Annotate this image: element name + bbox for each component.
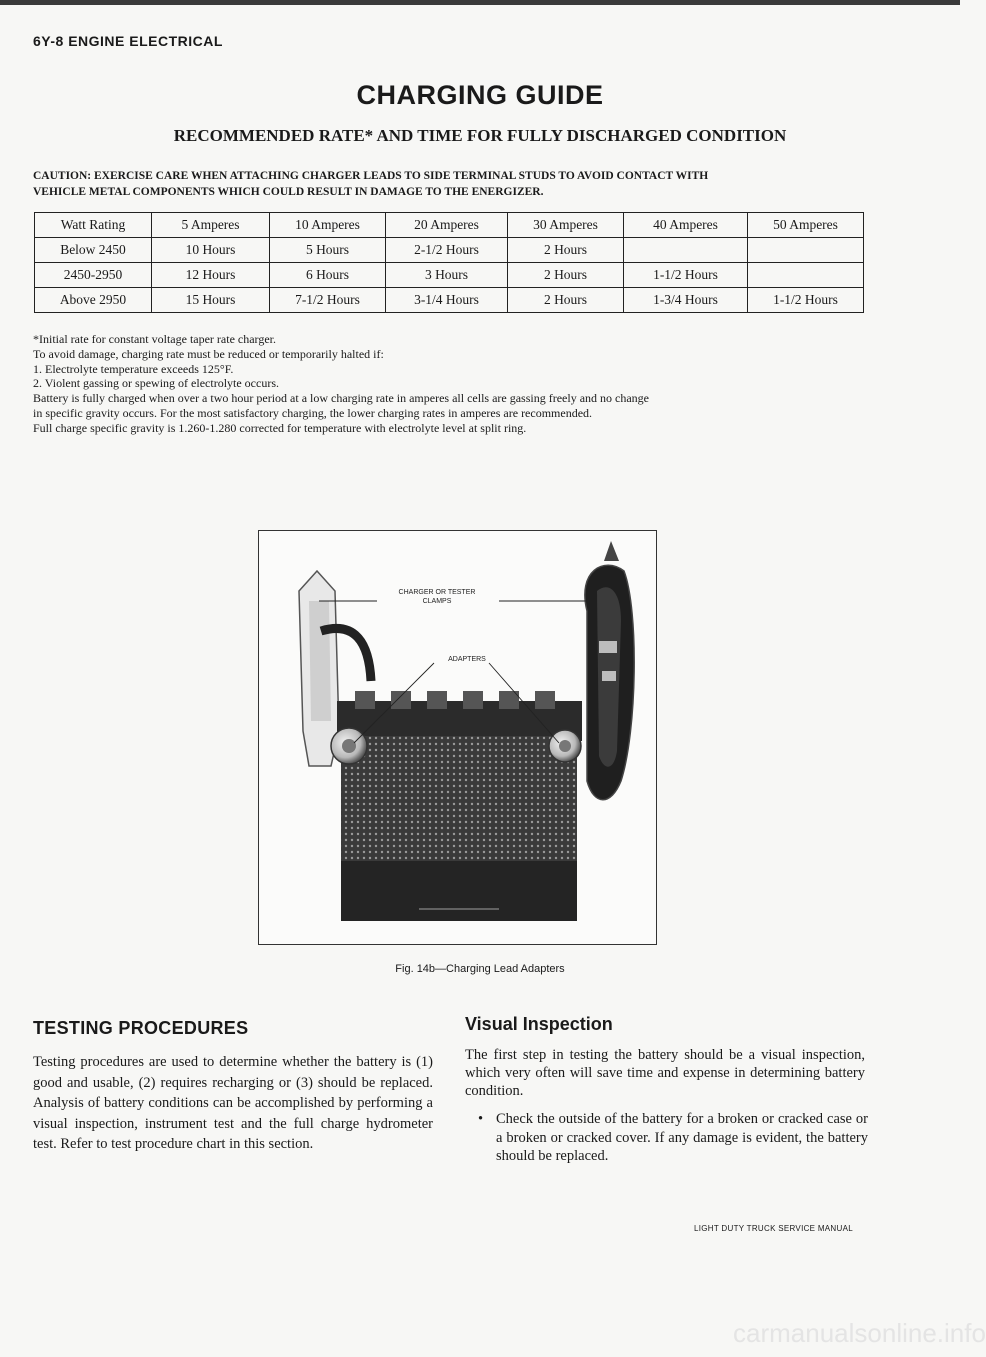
table-cell: 6 Hours	[270, 263, 386, 288]
visual-inspection-heading: Visual Inspection	[465, 1014, 613, 1034]
table-header-cell: 20 Amperes	[386, 213, 508, 238]
table-cell: 15 Hours	[152, 288, 270, 313]
figure-caption: Fig. 14b—Charging Lead Adapters	[395, 963, 565, 975]
table-header-cell: 40 Amperes	[624, 213, 748, 238]
right-clamp	[585, 541, 634, 800]
battery-illustration	[259, 531, 656, 944]
footer-manual-title: LIGHT DUTY TRUCK SERVICE MANUAL	[694, 1224, 853, 1233]
watermark: carmanualsonline.info	[733, 1318, 986, 1348]
note-line: *Initial rate for constant voltage taper rate charger.	[33, 332, 276, 346]
table-cell: 2 Hours	[508, 288, 624, 313]
table-cell: 1-3/4 Hours	[624, 288, 748, 313]
page-subtitle: RECOMMENDED RATE* AND TIME FOR FULLY DISCHARGED CONDITION	[173, 126, 787, 145]
table-cell: Below 2450	[35, 238, 152, 263]
table-cell: 3-1/4 Hours	[386, 288, 508, 313]
bullet-text: Check the outside of the battery for a broken or cracked case or a broken or cracked cover. If any damage is evident, the battery should be replaced.	[496, 1111, 868, 1164]
battery-body	[337, 691, 582, 921]
note-line: 1. Electrolyte temperature exceeds 125°F.	[33, 361, 234, 376]
charging-rate-table	[34, 212, 864, 313]
table-header-cell: 30 Amperes	[508, 213, 624, 238]
table-cell: 12 Hours	[152, 263, 270, 288]
table-cell: Above 2950	[35, 288, 152, 313]
caution-line-1: CAUTION: EXERCISE CARE WHEN ATTACHING CHARGER LEADS TO SIDE TERMINAL STUDS TO AVOID CONTACT WITH	[33, 170, 709, 182]
table-row	[35, 288, 864, 313]
table-cell: 7-1/2 Hours	[270, 288, 386, 313]
table-row	[35, 238, 864, 263]
note-line: in specific gravity occurs. For the most satisfactory charging, the lower charging rates in amperes are recommended.	[33, 405, 593, 420]
table-cell: 2450-2950	[35, 263, 152, 288]
section-header: 6Y-8 ENGINE ELECTRICAL	[33, 33, 223, 49]
caution-line-2: VEHICLE METAL COMPONENTS WHICH COULD RESULT IN DAMAGE TO THE ENERGIZER.	[33, 186, 544, 198]
testing-procedures-body: Testing procedures are used to determine whether the battery is (1) good and usable, (2) requires recharging or (3) should be replaced. Analysis of battery conditions can be accomplished by performing a visual inspection, instrument test and the full charge hydrometer test. Refer to test procedure chart in this section.	[33, 1054, 433, 1153]
note-line: To avoid damage, charging rate must be reduced or temporarily halted if:	[33, 346, 384, 361]
note-line: Full charge specific gravity is 1.260-1.280 corrected for temperature with electrolyte level at split ring.	[33, 420, 527, 435]
table-cell	[748, 263, 864, 288]
bullet-dot-icon: •	[478, 1111, 484, 1127]
table-header-cell: 50 Amperes	[748, 213, 864, 238]
page-title: CHARGING GUIDE	[356, 80, 604, 110]
note-line: 2. Violent gassing or spewing of electrolyte occurs.	[33, 376, 279, 391]
label-clamps-line2: CLAMPS	[422, 598, 452, 605]
table-cell: 1-1/2 Hours	[748, 288, 864, 313]
table-cell: 3 Hours	[386, 263, 508, 288]
table-header-row	[35, 213, 864, 238]
table-header-cell: 10 Amperes	[270, 213, 386, 238]
table-header-cell: 5 Amperes	[152, 213, 270, 238]
table-row	[35, 263, 864, 288]
visual-inspection-body: The first step in testing the battery should be a visual inspection, which very often will save time and expense in determining battery condition.	[465, 1047, 865, 1099]
label-adapters: ADAPTERS	[448, 656, 486, 663]
table-notes	[33, 332, 873, 436]
note-line: Battery is fully charged when over a two hour period at a low charging rate in amperes all cells are gassing freely and no change	[33, 391, 650, 406]
table-cell	[748, 238, 864, 263]
table-cell: 2 Hours	[508, 238, 624, 263]
table-cell: 5 Hours	[270, 238, 386, 263]
testing-procedures-heading: TESTING PROCEDURES	[33, 1018, 249, 1038]
page-top-rule	[0, 0, 960, 5]
caution-note	[33, 168, 873, 200]
table-cell: 2 Hours	[508, 263, 624, 288]
battery-photo-figure	[258, 530, 657, 945]
table-header-cell: Watt Rating	[35, 213, 152, 238]
label-clamps-line1: CHARGER OR TESTER	[398, 589, 476, 596]
table-cell: 2-1/2 Hours	[386, 238, 508, 263]
table-cell: 1-1/2 Hours	[624, 263, 748, 288]
table-cell: 10 Hours	[152, 238, 270, 263]
table-cell	[624, 238, 748, 263]
